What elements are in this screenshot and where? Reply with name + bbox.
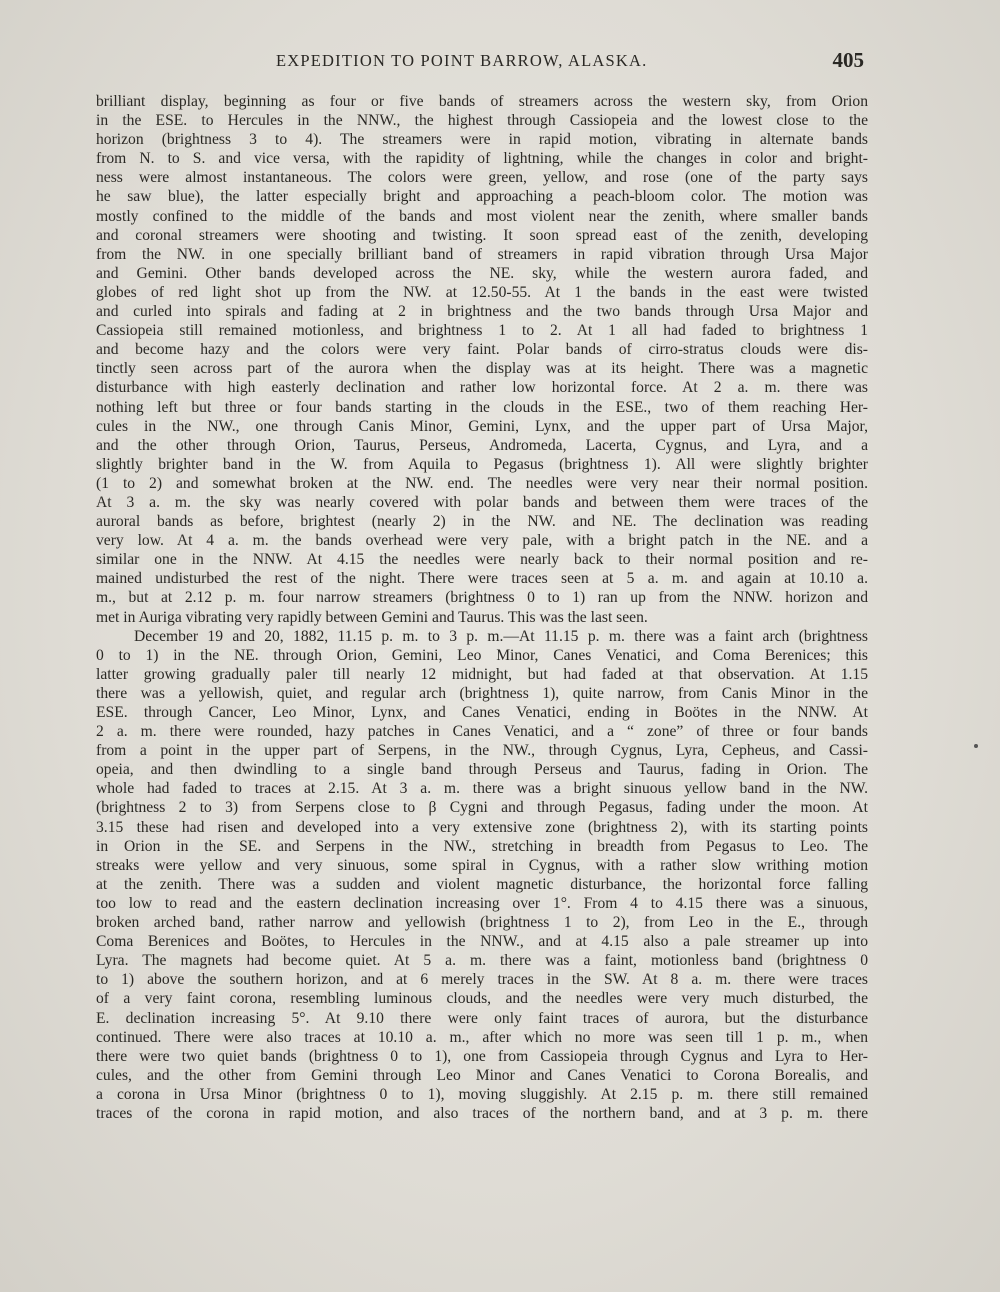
text-line: 3.15 these had risen and developed into a very extensive zone (brightness 2), with its starting points — [96, 818, 868, 836]
text-line: a corona in Ursa Minor (brightness 0 to 1), moving sluggishly. At 2.15 p. m. there still remained — [96, 1085, 868, 1103]
text-line: horizon (brightness 3 to 4). The streamers were in rapid motion, vibrating in alternate bands — [96, 131, 868, 149]
text-line: E. declination increasing 5°. At 9.10 there were only faint traces of aurora, but the disturbance — [96, 1009, 868, 1027]
text-line: Cassiopeia still remained motionless, and brightness 1 to 2. At 1 all had faded to brightness 1 — [96, 322, 868, 340]
text-line: there were two quiet bands (brightness 0 to 1), one from Cassiopeia through Cygnus and Lyra to Her- — [96, 1047, 868, 1065]
text-line: cules in the NW., one through Canis Minor, Gemini, Lynx, and the upper part of Ursa Major, — [96, 417, 868, 435]
text-line: similar one in the NNW. At 4.15 the needles were nearly back to their normal position and re- — [96, 551, 868, 569]
text-line: brilliant display, beginning as four or five bands of streamers across the western sky, from Orion — [96, 93, 868, 110]
text-line: disturbance with high easterly declination and rather low horizontal force. At 2 a. m. there was — [96, 379, 868, 397]
text-line: mained undisturbed the rest of the night. There were traces seen at 5 a. m. and again at 10.10 a. — [96, 570, 868, 588]
text-line: tinctly seen across part of the aurora when the display was at its height. There was a magnetic — [96, 360, 868, 378]
text-line: Coma Berenices and Boötes, to Hercules in the NNW., and at 4.15 also a pale streamer up into — [96, 933, 868, 951]
margin-mark — [974, 744, 978, 748]
text-line: opeia, and then dwindling to a single band through Perseus and Taurus, fading in Orion. The — [96, 761, 868, 779]
text-line: met in Auriga vibrating very rapidly between Gemini and Taurus. This was the last seen. — [96, 608, 648, 626]
text-line: (1 to 2) and somewhat broken at the NW. end. The needles were very near their normal position. — [96, 474, 868, 492]
text-line: mostly confined to the middle of the bands and most violent near the zenith, where smaller bands — [96, 207, 868, 225]
body-text — [96, 92, 868, 1142]
text-line: and curled into spirals and fading at 2 in brightness and the two bands through Ursa Major and — [96, 303, 868, 321]
paragraph-start-line: December 19 and 20, 1882, 11.15 p. m. to 3 p. m.—At 11.15 p. m. there was a faint arch (brightness — [134, 627, 868, 645]
text-line: 2 a. m. there were rounded, hazy patches in Canes Venatici, and a “ zone” of three or four bands — [96, 723, 868, 741]
text-line: broken arched band, rather narrow and yellowish (brightness 1 to 2), from Leo in the E., through — [96, 914, 868, 932]
running-title: EXPEDITION TO POINT BARROW, ALASKA. — [276, 51, 648, 70]
text-line: in Orion in the SE. and Serpens in the NW., stretching in breadth from Pegasus to Leo. The — [96, 837, 868, 855]
text-line: in the ESE. to Hercules in the NNW., the highest through Cassiopeia and the lowest close to the — [96, 112, 868, 130]
text-line — [96, 1123, 868, 1142]
text-line: traces of the corona in rapid motion, and also traces of the northern band, and at 3 p. m. there — [96, 1104, 868, 1122]
text-line: from the NW. in one specially brilliant band of streamers in rapid vibration through Ursa Major — [96, 245, 868, 263]
text-line: 0 to 1) in the NE. through Orion, Gemini, Leo Minor, Canes Venatici, and Coma Berenices; this — [96, 646, 868, 664]
text-line: whole had faded to traces at 2.15. At 3 a. m. there was a bright sinuous yellow band in the NW. — [96, 780, 868, 798]
text-line: Lyra. The magnets had become quiet. At 5 a. m. there was a faint, motionless band (brightness 0 — [96, 952, 868, 970]
text-line: and Gemini. Other bands developed across the NE. sky, while the western aurora faded, and — [96, 264, 868, 282]
text-line: and coronal streamers were shooting and twisting. It soon spread east of the zenith, developing — [96, 226, 868, 244]
text-line: auroral bands as before, brightest (nearly 2) in the NW. and NE. The declination was reading — [96, 513, 868, 531]
text-line: at the zenith. There was a sudden and violent magnetic disturbance, the horizontal force falling — [96, 875, 868, 893]
text-line: and become hazy and the colors were very faint. Polar bands of cirro-stratus clouds were dis- — [96, 341, 868, 359]
text-line: continued. There were also traces at 10.10 a. m., after which no more was seen till 1 p. m., when — [96, 1028, 868, 1046]
text-line: (brightness 2 to 3) from Serpens close to β Cygni and through Pegasus, fading under the moon. At — [96, 799, 868, 817]
text-line: and the other through Orion, Taurus, Perseus, Andromeda, Lacerta, Cygnus, and Lyra, and a — [96, 436, 868, 454]
text-line: to 1) above the southern horizon, and at 6 merely traces in the SW. At 8 a. m. there were traces — [96, 971, 868, 989]
text-line: globes of red light shot up from the NW. at 12.50-55. At 1 the bands in the east were twisted — [96, 283, 868, 301]
text-line: At 3 a. m. the sky was nearly covered with polar bands and between them were traces of the — [96, 493, 868, 511]
text-line: there was a yellowish, quiet, and regular arch (brightness 1), quite narrow, from Canis Minor in the — [96, 684, 868, 702]
text-line: very low. At 4 a. m. the bands overhead were very pale, with a bright patch in the NE. and a — [96, 532, 868, 550]
text-line: streaks were yellow and very sinuous, some spiral in Cygnus, with a rather slow writhing motion — [96, 856, 868, 874]
text-line: he saw blue), the latter especially bright and approaching a peach-bloom color. The motion was — [96, 188, 868, 206]
text-line: cules, and the other from Gemini through Leo Minor and Canes Venatici to Corona Borealis, and — [96, 1066, 868, 1084]
text-line: of a very faint corona, resembling luminous clouds, and the needles were very much disturbed, the — [96, 990, 868, 1008]
text-line: ESE. through Cancer, Leo Minor, Lynx, and Canes Venatici, ending in Boötes in the NNW. At — [96, 704, 868, 721]
running-header — [96, 48, 864, 74]
text-line: nothing left but three or four bands starting in the clouds in the ESE., two of them reaching Her- — [96, 398, 868, 416]
text-line: from N. to S. and vice versa, with the rapidity of lightning, while the changes in color and bright- — [96, 150, 868, 168]
text-line: m., but at 2.12 p. m. four narrow streamers (brightness 0 to 1) ran up from the NNW. horizon and — [96, 589, 868, 607]
text-line: slightly brighter band in the W. from Aquila to Pegasus (brightness 1). All were slightly brighter — [96, 455, 868, 473]
text-line: too low to read and the eastern declination increasing over 1°. From 4 to 4.15 there was a sinuous, — [96, 894, 868, 912]
text-line: from a point in the upper part of Serpens, in the NW., through Cygnus, Lyra, Cepheus, and Cassi- — [96, 742, 868, 760]
text-line: latter growing gradually paler till nearly 12 midnight, but had faded at that observation. At 1.15 — [96, 665, 868, 683]
text-line: ness were almost instantaneous. The colors were green, yellow, and rose (one of the party says — [96, 169, 868, 187]
page-number: 405 — [832, 48, 864, 72]
